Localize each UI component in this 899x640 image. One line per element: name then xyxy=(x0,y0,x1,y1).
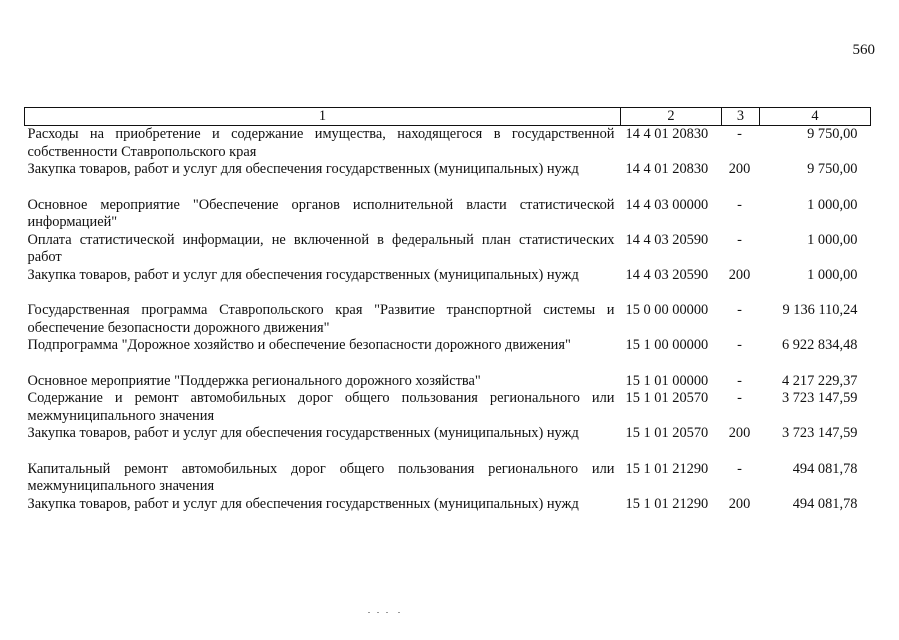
row-target-code: 14 4 03 00000 xyxy=(625,196,709,213)
row-amount: 9 750,00 xyxy=(807,126,858,142)
row-target-code: 14 4 01 20830 xyxy=(625,126,709,142)
row-target-code: 14 4 03 20590 xyxy=(625,231,709,248)
row-spacer xyxy=(25,179,871,197)
page-number: 560 xyxy=(852,42,875,58)
row-name: Основное мероприятие "Обеспечение органов исполнительной власти статистической информацией" xyxy=(27,196,615,230)
row-target-code: 15 1 01 21290 xyxy=(625,495,709,512)
row-name: Подпрограмма "Дорожное хозяйство и обеспечение безопасности дорожного движения" xyxy=(27,337,571,353)
row-name: Оплата статистической информации, не включенной в федеральный план статистических работ xyxy=(27,231,615,265)
table-row xyxy=(25,232,871,267)
row-expense-type: - xyxy=(737,390,742,406)
row-target-code: 15 1 01 00000 xyxy=(625,372,709,389)
table-row xyxy=(25,126,871,162)
header-col-4: 4 xyxy=(760,108,871,126)
table-row xyxy=(25,302,871,337)
row-amount: 6 922 834,48 xyxy=(781,337,858,353)
table-row xyxy=(25,337,871,355)
table-row xyxy=(25,161,871,179)
table-row xyxy=(25,461,871,496)
row-expense-type: 200 xyxy=(728,161,751,177)
row-expense-type: 200 xyxy=(728,495,751,512)
row-name: Содержание и ремонт автомобильных дорог общего пользования регионального или межмуниципального значения xyxy=(27,390,615,424)
table-row xyxy=(25,267,871,285)
row-amount: 1 000,00 xyxy=(807,196,858,213)
row-name: Закупка товаров, работ и услуг для обеспечения государственных (муниципальных) нужд xyxy=(27,495,579,512)
row-expense-type: - xyxy=(737,372,742,389)
row-amount: 3 723 147,59 xyxy=(781,390,858,406)
row-spacer-cell xyxy=(25,355,871,373)
row-target-code: 14 4 01 20830 xyxy=(625,161,709,177)
row-amount: 3 723 147,59 xyxy=(781,425,858,441)
scan-specks xyxy=(368,612,408,616)
table-row xyxy=(25,390,871,425)
row-name: Закупка товаров, работ и услуг для обеспечения государственных (муниципальных) нужд xyxy=(27,266,579,283)
row-expense-type: 200 xyxy=(728,425,751,441)
row-expense-type: - xyxy=(737,460,742,477)
row-target-code: 15 1 01 20570 xyxy=(625,425,709,441)
row-expense-type: 200 xyxy=(728,266,751,283)
header-col-2: 2 xyxy=(621,108,722,126)
header-row xyxy=(25,108,871,126)
table-row xyxy=(25,197,871,232)
table-row xyxy=(25,425,871,443)
row-amount: 494 081,78 xyxy=(792,495,858,512)
row-spacer-cell xyxy=(25,443,871,461)
row-name: Государственная программа Ставропольского края "Развитие транспортной системы и обеспечение безопасности дорожного движения" xyxy=(27,302,615,336)
row-amount: 4 217 229,37 xyxy=(781,372,858,389)
row-spacer xyxy=(25,443,871,461)
table-body xyxy=(25,126,871,514)
row-name: Капитальный ремонт автомобильных дорог общего пользования регионального или межмуниципального значения xyxy=(27,460,615,494)
row-name: Расходы на приобретение и содержание имущества, находящегося в государственной собственности Ставропольского края xyxy=(27,126,615,160)
row-target-code: 15 1 00 00000 xyxy=(625,337,709,353)
row-name: Основное мероприятие "Поддержка регионального дорожного хозяйства" xyxy=(27,372,481,389)
row-expense-type: - xyxy=(737,196,742,213)
row-name: Закупка товаров, работ и услуг для обеспечения государственных (муниципальных) нужд xyxy=(27,425,579,441)
row-amount: 9 136 110,24 xyxy=(782,302,858,318)
table-row xyxy=(25,496,871,514)
row-target-code: 15 0 00 00000 xyxy=(625,302,709,318)
row-spacer xyxy=(25,284,871,302)
row-name: Закупка товаров, работ и услуг для обеспечения государственных (муниципальных) нужд xyxy=(27,161,579,177)
row-target-code: 15 1 01 21290 xyxy=(625,460,709,477)
row-spacer-cell xyxy=(25,284,871,302)
row-spacer-cell xyxy=(25,179,871,197)
row-amount: 1 000,00 xyxy=(807,266,858,283)
row-expense-type: - xyxy=(737,337,742,353)
row-expense-type: - xyxy=(737,231,742,248)
row-target-code: 14 4 03 20590 xyxy=(625,266,709,283)
row-target-code: 15 1 01 20570 xyxy=(625,390,709,406)
row-amount: 494 081,78 xyxy=(792,460,858,477)
header-col-3: 3 xyxy=(722,108,760,126)
row-amount: 9 750,00 xyxy=(807,161,858,177)
row-amount: 1 000,00 xyxy=(807,231,858,248)
table-row xyxy=(25,373,871,391)
row-expense-type: - xyxy=(737,126,742,142)
header-col-1: 1 xyxy=(25,108,621,126)
row-expense-type: - xyxy=(737,302,742,318)
table-header xyxy=(25,108,871,126)
row-spacer xyxy=(25,355,871,373)
budget-table xyxy=(24,107,871,513)
